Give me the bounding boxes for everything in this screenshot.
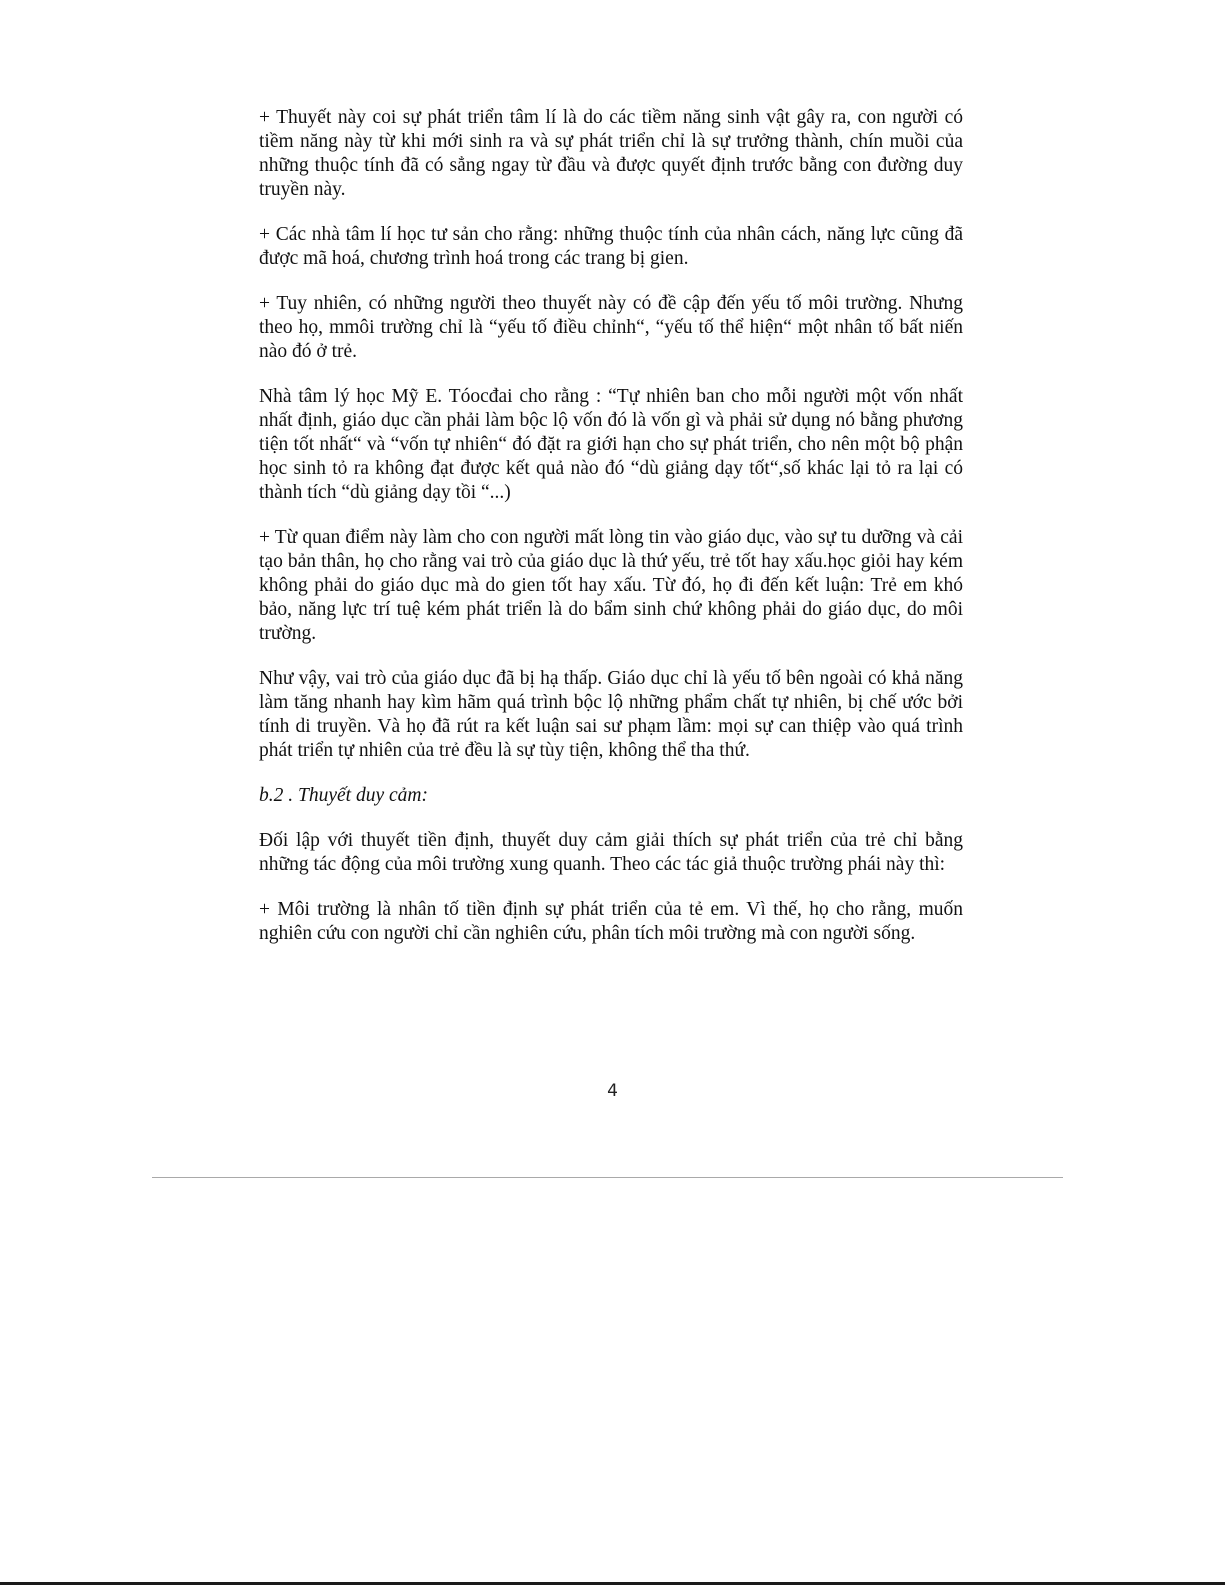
paragraph-bourgeois-psychologists: + Các nhà tâm lí học tư sản cho rằng: những thuộc tính của nhân cách, năng lực cũng đã được mã hoá, chương trình hoá trong các trang bị gien. [259,224,963,269]
paragraph-loss-of-trust: + Từ quan điểm này làm cho con người mất lòng tin vào giáo dục, vào sự tu dưỡng và cải tạo bản thân, họ cho rằng vai trò của giáo dục là thứ yếu, trẻ tốt hay xấu.học giỏi hay kém không phải do giáo dục mà do gien tốt hay xấu. Từ đó, họ đi đến kết luận: Trẻ em khó bảo, năng lực trí tuệ kém phát triển là do bẩm sinh chứ không phải do giáo dục, do môi trường. [259,527,963,644]
page-number: 4 [607,1081,618,1101]
page-divider [152,1177,1063,1178]
paragraph-environment-factor: + Tuy nhiên, có những người theo thuyết này có đề cập đến yếu tố môi trường. Nhưng theo họ, mmôi trường chỉ là “yếu tố điều chỉnh“, “yếu tố thể hiện“ một nhân tố bất niến nào đó ở trẻ. [259,293,963,362]
paragraph-environment-determinant: + Môi trường là nhân tố tiền định sự phát triển của tẻ em. Vì thế, họ cho rằng, muốn nghiên cứu con người chỉ cần nghiên cứu, phân tích môi trường mà con người sống. [259,899,963,944]
paragraph-innate-potential: + Thuyết này coi sự phát triển tâm lí là do các tiềm năng sinh vật gây ra, con người có tiềm năng này từ khi mới sinh ra và sự phát triển chỉ là sự trưởng thành, chín muồi của những thuộc tính đã có sẳng ngay từ đầu và được quyết định trước bằng con đường duy truyền này. [259,107,963,200]
section-heading: b.2 . Thuyết duy cảm: [259,785,428,806]
paragraph-role-of-education: Như vậy, vai trò của giáo dục đã bị hạ thấp. Giáo dục chỉ là yếu tố bên ngoài có khả năng làm tăng nhanh hay kìm hãm quá trình bộc lộ những phẩm chất tự nhiên, bị chế ước bởi tính di truyền. Và họ đã rút ra kết luận sai sư phạm lầm: mọi sự can thiệp vào quá trình phát triển tự nhiên của trẻ đều là sự tùy tiện, không thể tha thứ. [259,668,963,761]
page-body [259,106,963,967]
paragraph-sensationalism-intro: Đối lập với thuyết tiền định, thuyết duy cảm giải thích sự phát triển của trẻ chỉ bằng những tác động của môi trường xung quanh. Theo các tác giả thuộc trường phái này thì: [259,830,963,875]
paragraph-thorndike-quote: Nhà tâm lý học Mỹ E. Tóocđai cho rằng : “Tự nhiên ban cho mỗi người một vốn nhất nhất định, giáo dục cần phải làm bộc lộ vốn đó là vốn gì và phải sử dụng nó bằng phương tiện tốt nhất“ và “vốn tự nhiên“ đó đặt ra giới hạn cho sự phát triển, cho nên một bộ phận học sinh tỏ ra không đạt được kết quả nào đó “dù giảng dạy tốt“,số khác lại tỏ ra lại có thành tích “dù giảng dạy tồi “...) [259,386,963,503]
